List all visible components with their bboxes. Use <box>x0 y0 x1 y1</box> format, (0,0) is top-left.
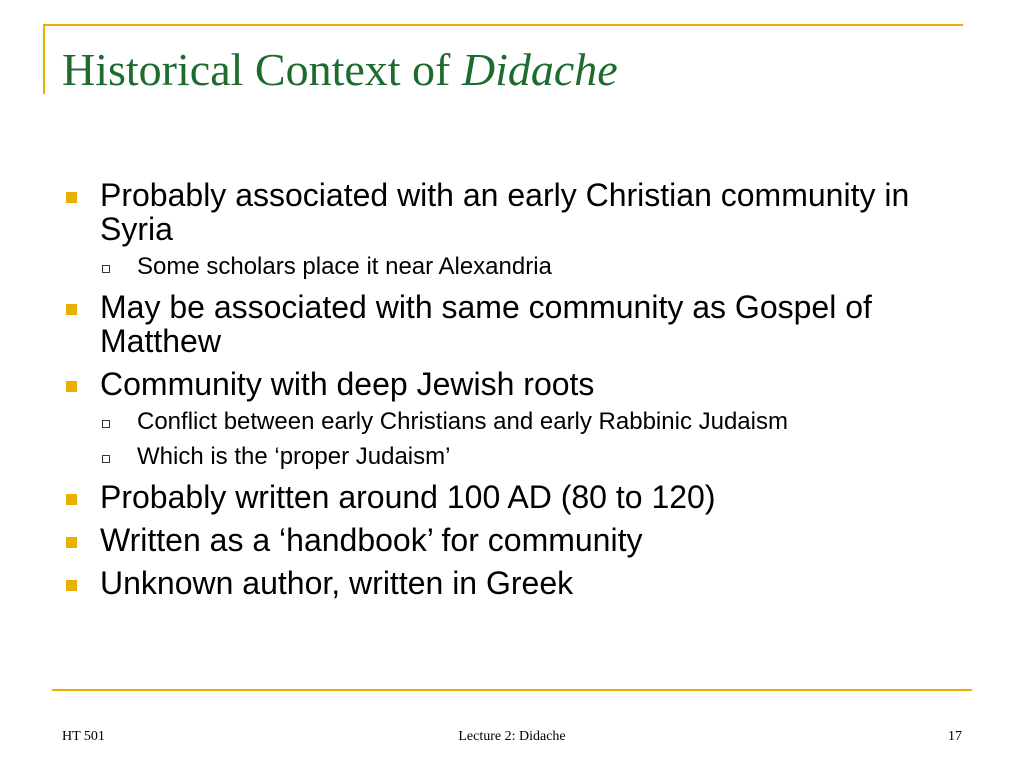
hollow-square-bullet-icon <box>102 420 110 428</box>
bullet-item <box>62 523 972 557</box>
square-bullet-icon <box>66 537 77 548</box>
bullet-text: Unknown author, written in Greek <box>100 565 574 601</box>
sub-bullet-text: Some scholars place it near Alexandria <box>137 253 552 280</box>
footer-course: HT 501 <box>62 729 105 744</box>
sub-bullet-item <box>100 253 972 281</box>
frame-top-line <box>43 24 963 26</box>
bullet-text: May be associated with same community as Gospel of Matthew <box>100 289 872 359</box>
square-bullet-icon <box>66 192 77 203</box>
footer-lecture: Lecture 2: Didache <box>458 729 566 744</box>
frame-left-line <box>43 24 45 94</box>
hollow-square-bullet-icon <box>102 265 110 273</box>
bullet-text: Probably associated with an early Christian community in Syria <box>100 177 910 247</box>
square-bullet-icon <box>66 494 77 505</box>
bullet-item <box>62 566 972 600</box>
page-number: 17 <box>948 729 962 744</box>
bullet-text: Community with deep Jewish roots <box>100 366 595 402</box>
hollow-square-bullet-icon <box>102 455 110 463</box>
slide-content <box>62 178 972 609</box>
square-bullet-icon <box>66 580 77 591</box>
bullet-item <box>62 290 972 358</box>
sub-bullet-text: Which is the ‘proper Judaism’ <box>137 443 451 470</box>
square-bullet-icon <box>66 381 77 392</box>
sub-bullet-item <box>100 408 972 436</box>
bullet-text: Probably written around 100 AD (80 to 120) <box>100 479 716 515</box>
title-italic: Didache <box>461 44 618 95</box>
square-bullet-icon <box>66 304 77 315</box>
sub-bullet-item <box>100 443 972 471</box>
bullet-text: Written as a ‘handbook’ for community <box>100 522 643 558</box>
bullet-item <box>62 367 972 401</box>
bullet-item <box>62 480 972 514</box>
footer-rule <box>52 689 972 691</box>
title-text: Historical Context of <box>62 44 462 95</box>
bullet-item <box>62 178 972 246</box>
slide-title <box>62 42 618 98</box>
sub-bullet-text: Conflict between early Christians and early Rabbinic Judaism <box>137 408 788 435</box>
